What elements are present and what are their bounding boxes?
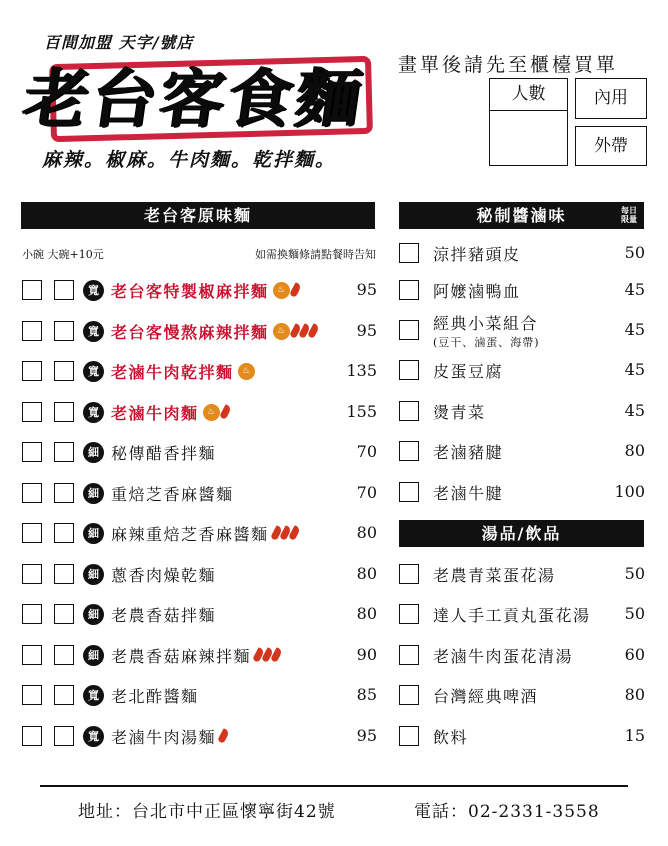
item-checkbox[interactable] xyxy=(399,320,419,340)
menu-item-price: 60 xyxy=(624,645,645,664)
signature-sauce-icon: ♨ xyxy=(238,363,255,380)
small-bowl-checkbox[interactable] xyxy=(22,564,42,584)
menu-item-name: 老滷豬腱 xyxy=(433,442,504,462)
noodle-menu-row xyxy=(22,640,377,670)
noodle-change-note: 如需換麵條請點餐時告知 xyxy=(255,248,376,261)
side-menu-row xyxy=(399,640,645,670)
noodle-menu-row xyxy=(22,397,377,427)
side-menu-row xyxy=(399,436,645,466)
large-bowl-checkbox[interactable] xyxy=(54,402,74,422)
section-title-soups-drinks: 湯品/飲品 xyxy=(399,520,644,547)
small-bowl-checkbox[interactable] xyxy=(22,321,42,341)
menu-item-price: 95 xyxy=(356,321,377,340)
menu-item-name: 老台客特製椒麻拌麵 xyxy=(111,281,269,301)
menu-item-price: 45 xyxy=(624,360,645,379)
item-checkbox[interactable] xyxy=(399,482,419,502)
large-bowl-checkbox[interactable] xyxy=(54,442,74,462)
menu-item-price: 45 xyxy=(624,401,645,420)
item-checkbox[interactable] xyxy=(399,243,419,263)
menu-item-name: 老滷牛肉蛋花清湯 xyxy=(433,646,574,666)
menu-item-text xyxy=(433,644,573,667)
spice-indicators xyxy=(271,526,298,540)
menu-item-price: 70 xyxy=(356,442,377,461)
large-bowl-checkbox[interactable] xyxy=(54,361,74,381)
noodle-menu-row xyxy=(22,559,377,589)
noodle-type-badge: 細 xyxy=(83,604,104,625)
menu-item-name: 老台客慢熬麻辣拌麵 xyxy=(111,322,269,342)
noodle-type-badge: 細 xyxy=(83,645,104,666)
noodle-type-badge: 細 xyxy=(83,483,104,504)
small-bowl-checkbox[interactable] xyxy=(22,523,42,543)
side-menu-row xyxy=(399,275,645,305)
side-menu-row xyxy=(399,721,645,751)
side-menu-row xyxy=(399,680,645,710)
menu-item-price: 90 xyxy=(356,645,377,664)
item-checkbox[interactable] xyxy=(399,685,419,705)
spice-indicators xyxy=(253,648,280,662)
noodle-menu-row xyxy=(22,275,377,305)
menu-item-name: 麻辣重焙芝香麻醬麵 xyxy=(111,524,269,544)
section-title-braised xyxy=(399,202,644,229)
item-checkbox[interactable] xyxy=(399,726,419,746)
small-bowl-checkbox[interactable] xyxy=(22,604,42,624)
tagline-bottom: 麻辣。椒麻。牛肉麵。乾拌麵。 xyxy=(42,149,337,171)
party-size-box[interactable] xyxy=(489,78,568,166)
side-menu-row xyxy=(399,477,645,507)
menu-item-price: 50 xyxy=(624,564,645,583)
small-bowl-checkbox[interactable] xyxy=(22,483,42,503)
menu-item-price: 50 xyxy=(624,604,645,623)
chili-pepper-icon xyxy=(270,647,283,663)
section-title-braised-text: 秘制醬滷味 xyxy=(476,206,567,225)
noodle-type-badge: 細 xyxy=(83,442,104,463)
side-menu-row xyxy=(399,559,645,589)
menu-item-name: 老滷牛肉乾拌麵 xyxy=(111,362,234,382)
item-checkbox[interactable] xyxy=(399,564,419,584)
signature-sauce-icon: ♨ xyxy=(203,404,220,421)
signature-sauce-icon: ♨ xyxy=(273,323,290,340)
daily-limited-badge: 每日限量 xyxy=(621,205,637,224)
section-title-noodles: 老台客原味麵 xyxy=(21,202,375,229)
noodle-type-badge: 細 xyxy=(83,564,104,585)
menu-item-name: 老滷牛腱 xyxy=(433,483,504,503)
small-bowl-checkbox[interactable] xyxy=(22,442,42,462)
menu-item-name: 老農香菇拌麵 xyxy=(111,605,217,625)
brand-logo xyxy=(18,56,374,140)
menu-item-name: 經典小菜組合 xyxy=(433,314,539,333)
menu-item-name: 涼拌豬頭皮 xyxy=(433,244,521,264)
menu-item-name: 燙青菜 xyxy=(433,402,486,422)
large-bowl-checkbox[interactable] xyxy=(54,604,74,624)
menu-item-price: 80 xyxy=(356,564,377,583)
side-menu-row xyxy=(399,308,645,352)
noodle-type-badge: 寬 xyxy=(83,280,104,301)
logo-text: 老台客食麵 xyxy=(18,63,370,137)
item-checkbox[interactable] xyxy=(399,604,419,624)
large-bowl-checkbox[interactable] xyxy=(54,483,74,503)
footer-address: 地址：台北市中正區懷寧街42號 xyxy=(78,802,336,822)
chili-pepper-icon xyxy=(289,282,302,298)
menu-item-text xyxy=(433,400,486,423)
menu-item-name: 達人手工貢丸蛋花湯 xyxy=(433,605,591,625)
order-instruction: 畫單後請先至櫃檯買單 xyxy=(398,54,619,76)
side-menu-row xyxy=(399,599,645,629)
noodle-type-badge: 寬 xyxy=(83,361,104,382)
small-bowl-checkbox[interactable] xyxy=(22,645,42,665)
menu-item-name: 台灣經典啤酒 xyxy=(433,686,539,706)
noodle-type-badge: 細 xyxy=(83,523,104,544)
menu-item-price: 95 xyxy=(356,726,377,745)
item-checkbox[interactable] xyxy=(399,441,419,461)
noodle-menu-row xyxy=(22,316,377,346)
menu-item-name: 飲料 xyxy=(433,727,469,747)
menu-item-text xyxy=(433,563,556,586)
noodle-type-badge: 寬 xyxy=(83,685,104,706)
menu-item-text xyxy=(433,359,503,382)
size-note: 小碗 大碗+10元 xyxy=(22,248,104,261)
large-bowl-checkbox[interactable] xyxy=(54,685,74,705)
menu-item-text xyxy=(433,725,468,748)
menu-item-name: 老滷牛肉麵 xyxy=(111,403,199,423)
noodle-menu-row xyxy=(22,680,377,710)
side-menu-row xyxy=(399,355,645,385)
chili-pepper-icon xyxy=(219,404,232,420)
small-bowl-checkbox[interactable] xyxy=(22,280,42,300)
menu-item-name: 皮蛋豆腐 xyxy=(433,361,504,381)
chili-pepper-icon xyxy=(217,728,230,744)
menu-item-price: 45 xyxy=(624,280,645,299)
menu-item-price: 45 xyxy=(624,320,645,339)
small-bowl-checkbox[interactable] xyxy=(22,361,42,381)
noodle-menu-row xyxy=(22,356,377,386)
small-bowl-checkbox[interactable] xyxy=(22,685,42,705)
menu-item-name: 老北酢醬麵 xyxy=(111,686,199,706)
menu-item-price: 135 xyxy=(346,361,377,380)
menu-item-price: 50 xyxy=(624,243,645,262)
item-checkbox[interactable] xyxy=(399,645,419,665)
menu-item-price: 80 xyxy=(356,604,377,623)
tagline-top: 百間加盟 天字/號店 xyxy=(44,33,194,52)
noodle-menu-row xyxy=(22,478,377,508)
menu-item-price: 15 xyxy=(624,726,645,745)
menu-item-price: 95 xyxy=(356,280,377,299)
noodle-menu-row xyxy=(22,437,377,467)
side-menu-row xyxy=(399,238,645,268)
noodle-menu-row xyxy=(22,518,377,548)
menu-item-price: 80 xyxy=(356,523,377,542)
menu-item-price: 80 xyxy=(624,685,645,704)
footer-phone: 電話：02-2331-3558 xyxy=(414,802,600,822)
takeout-option[interactable]: 外帶 xyxy=(575,126,647,166)
menu-item-price: 100 xyxy=(614,482,645,501)
spice-indicators xyxy=(271,282,299,299)
item-checkbox[interactable] xyxy=(399,280,419,300)
menu-item-name: 老農青菜蛋花湯 xyxy=(433,565,556,585)
signature-sauce-icon: ♨ xyxy=(273,282,290,299)
menu-item-name: 老滷牛肉湯麵 xyxy=(111,727,217,747)
menu-item-name: 秘傳醋香拌麵 xyxy=(111,443,217,463)
menu-item-text xyxy=(433,279,521,302)
menu-item-price: 155 xyxy=(346,402,377,421)
spice-indicators xyxy=(236,363,255,380)
footer-divider xyxy=(40,785,628,787)
menu-item-text xyxy=(433,311,540,349)
menu-item-price: 85 xyxy=(356,685,377,704)
party-size-label: 人數 xyxy=(490,79,567,111)
large-bowl-checkbox[interactable] xyxy=(54,523,74,543)
spice-indicators xyxy=(201,404,229,421)
noodle-type-badge: 寬 xyxy=(83,402,104,423)
menu-item-name: 重焙芝香麻醬麵 xyxy=(111,484,234,504)
small-bowl-checkbox[interactable] xyxy=(22,726,42,746)
menu-item-description: (豆干、滷蛋、海帶) xyxy=(433,336,540,349)
spice-indicators xyxy=(218,729,227,743)
large-bowl-checkbox[interactable] xyxy=(54,645,74,665)
large-bowl-checkbox[interactable] xyxy=(54,321,74,341)
side-menu-row xyxy=(399,396,645,426)
item-checkbox[interactable] xyxy=(399,401,419,421)
spice-indicators xyxy=(271,323,317,340)
noodle-type-badge: 寬 xyxy=(83,726,104,747)
menu-item-name: 老農香菇麻辣拌麵 xyxy=(111,646,252,666)
noodle-type-badge: 寬 xyxy=(83,321,104,342)
noodle-menu-row xyxy=(22,599,377,629)
large-bowl-checkbox[interactable] xyxy=(54,726,74,746)
large-bowl-checkbox[interactable] xyxy=(54,564,74,584)
dine-in-option[interactable]: 內用 xyxy=(575,78,647,119)
menu-item-name: 阿嬤滷鴨血 xyxy=(433,281,521,301)
menu-item-text xyxy=(433,603,591,626)
large-bowl-checkbox[interactable] xyxy=(54,280,74,300)
menu-item-text xyxy=(433,440,503,463)
noodle-menu-row xyxy=(22,721,377,751)
menu-item-text xyxy=(433,684,538,707)
item-checkbox[interactable] xyxy=(399,360,419,380)
menu-item-text xyxy=(433,481,503,504)
small-bowl-checkbox[interactable] xyxy=(22,402,42,422)
menu-item-price: 70 xyxy=(356,483,377,502)
menu-item-text xyxy=(433,242,521,265)
menu-item-price: 80 xyxy=(624,441,645,460)
menu-item-name: 蔥香肉燥乾麵 xyxy=(111,565,217,585)
